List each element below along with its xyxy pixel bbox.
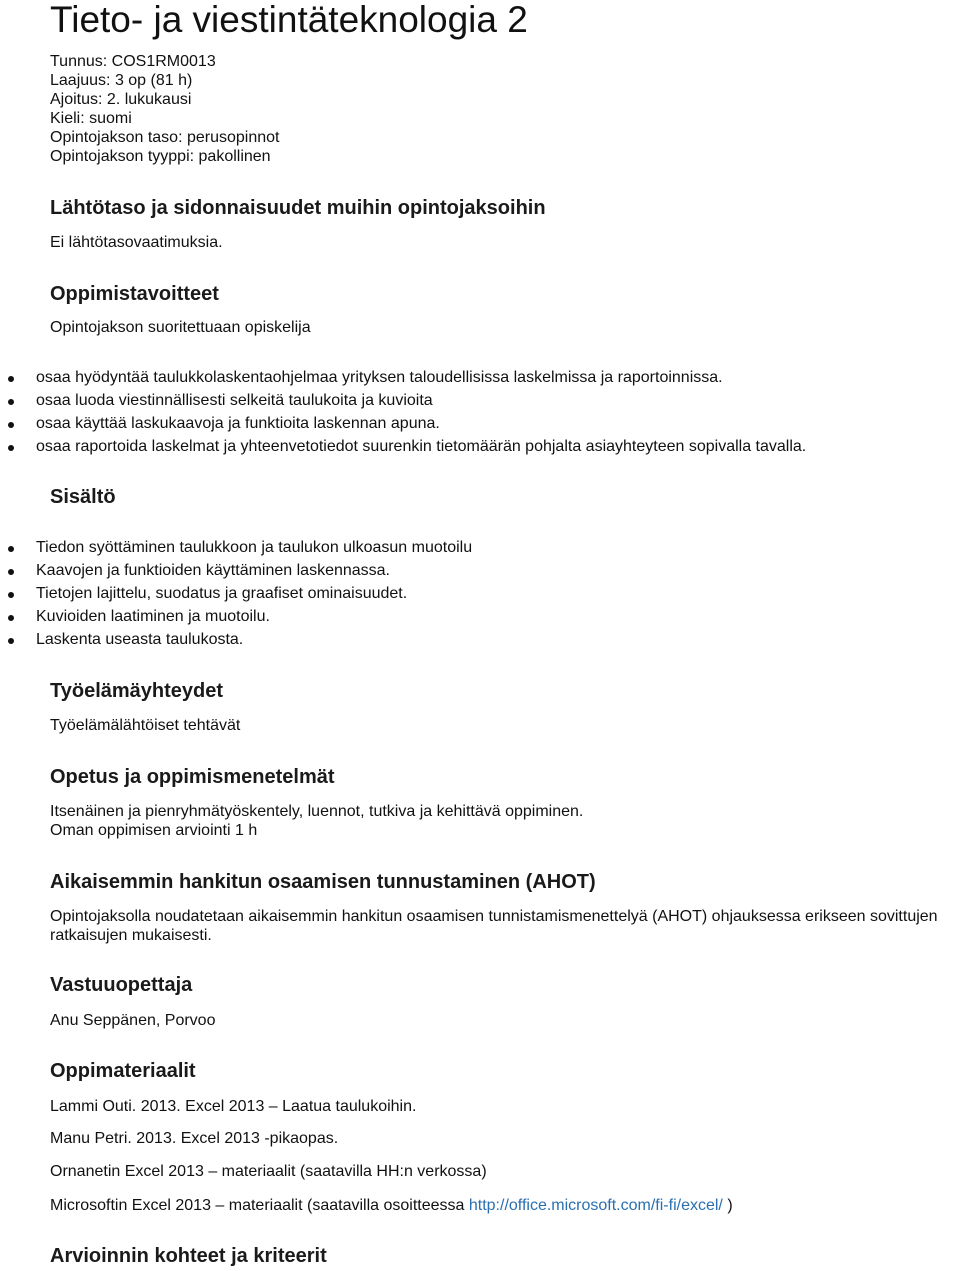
section-heading-opetus: Opetus ja oppimismenetelmät	[50, 766, 335, 788]
section-heading-oppimistavoitteet: Oppimistavoitteet	[50, 283, 219, 305]
bullet-icon	[8, 546, 14, 552]
section-heading-oppimateriaalit: Oppimateriaalit	[50, 1060, 196, 1082]
tyoelamayhteydet-text: Työelämälähtöiset tehtävät	[50, 717, 241, 734]
list-item: Kaavojen ja funktioiden käyttäminen laskennassa.	[36, 562, 390, 579]
bullet-icon	[8, 569, 14, 575]
section-heading-vastuuopettaja: Vastuuopettaja	[50, 974, 193, 996]
material-item-prefix: Microsoftin Excel 2013 – materiaalit (saatavilla osoitteessa	[50, 1197, 469, 1214]
section-heading-arvioinnin: Arvioinnin kohteet ja kriteerit	[50, 1245, 327, 1267]
meta-tyyppi: Opintojakson tyyppi: pakollinen	[50, 148, 271, 165]
material-item: Lammi Outi. 2013. Excel 2013 – Laatua taulukoihin.	[50, 1098, 417, 1115]
list-item: Tietojen lajittelu, suodatus ja graafiset ominaisuudet.	[36, 585, 408, 602]
ahot-line-1: Opintojaksolla noudatetaan aikaisemmin hankitun osaamisen tunnistamismenettelyä (AHOT) ohjauksessa erikseen sovittujen	[50, 908, 938, 925]
list-item: Laskenta useasta taulukosta.	[36, 631, 244, 648]
oppimistavoitteet-intro: Opintojakson suoritettuaan opiskelija	[50, 319, 311, 336]
page-title: Tieto- ja viestintäteknologia 2	[50, 0, 528, 40]
meta-tunnus: Tunnus: COS1RM0013	[50, 53, 216, 70]
vastuuopettaja-text: Anu Seppänen, Porvoo	[50, 1012, 216, 1029]
section-heading-lahtotaso: Lähtötaso ja sidonnaisuudet muihin opintojaksoihin	[50, 197, 546, 219]
bullet-icon	[8, 592, 14, 598]
material-item: Ornanetin Excel 2013 – materiaalit (saatavilla HH:n verkossa)	[50, 1163, 487, 1180]
meta-taso: Opintojakson taso: perusopinnot	[50, 129, 280, 146]
bullet-icon	[8, 638, 14, 644]
list-item: osaa luoda viestinnällisesti selkeitä taulukoita ja kuvioita	[36, 392, 433, 409]
meta-ajoitus: Ajoitus: 2. lukukausi	[50, 91, 192, 108]
list-item: osaa raportoida laskelmat ja yhteenvetotiedot suurenkin tietomäärän pohjalta asiayhteyteen sopivalla tavalla.	[36, 438, 807, 455]
bullet-icon	[8, 615, 14, 621]
microsoft-excel-link[interactable]: http://office.microsoft.com/fi-fi/excel/	[468, 1197, 723, 1214]
list-item: Tiedon syöttäminen taulukkoon ja taulukon ulkoasun muotoilu	[36, 539, 473, 556]
bullet-icon	[8, 422, 14, 428]
bullet-icon	[8, 376, 14, 382]
list-item: osaa hyödyntää taulukkolaskentaohjelmaa yrityksen taloudellisissa laskelmissa ja raportoinnissa.	[36, 369, 723, 386]
lahtotaso-text: Ei lähtötasovaatimuksia.	[50, 234, 223, 251]
opetus-line-2: Oman oppimisen arviointi 1 h	[50, 822, 258, 839]
meta-laajuus: Laajuus: 3 op (81 h)	[50, 72, 193, 89]
bullet-icon	[8, 399, 14, 405]
bullet-icon	[8, 445, 14, 451]
meta-kieli: Kieli: suomi	[50, 110, 132, 127]
ahot-line-2: ratkaisujen mukaisesti.	[50, 927, 212, 944]
section-heading-ahot: Aikaisemmin hankitun osaamisen tunnustaminen (AHOT)	[50, 871, 596, 893]
material-item-suffix: )	[722, 1197, 733, 1214]
list-item: osaa käyttää laskukaavoja ja funktioita laskennan apuna.	[36, 415, 440, 432]
material-item-microsoft	[50, 1196, 733, 1215]
section-heading-sisalto: Sisältö	[50, 486, 116, 508]
list-item: Kuvioiden laatiminen ja muotoilu.	[36, 608, 270, 625]
material-item: Manu Petri. 2013. Excel 2013 -pikaopas.	[50, 1130, 339, 1147]
section-heading-tyoelamayhteydet: Työelämäyhteydet	[50, 680, 224, 702]
opetus-line-1: Itsenäinen ja pienryhmätyöskentely, luennot, tutkiva ja kehittävä oppiminen.	[50, 803, 584, 820]
